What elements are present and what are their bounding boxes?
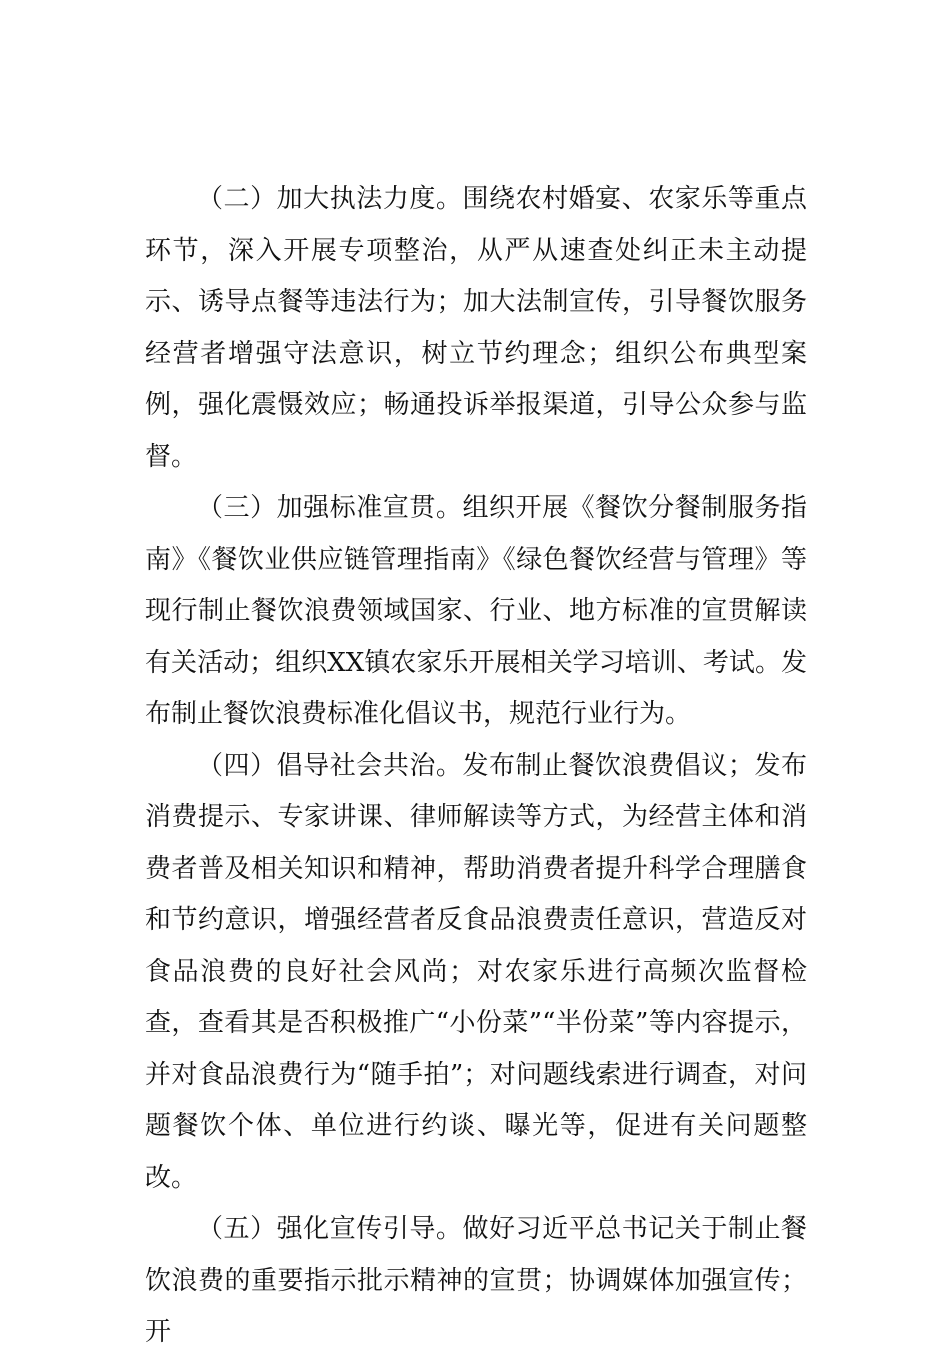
paragraph-social-governance: （四）倡导社会共治。发布制止餐饮浪费倡议；发布消费提示、专家讲课、律师解读等方式，为经营主体和消费者普及相关知识和精神，帮助消费者提升科学合理膳食和节约意识，增强经营者反食品浪费责任意识，营造反对食品浪费的良好社会风尚；对农家乐进行高频次监督检查，查看其是否积极推广“小份菜”“半份菜”等内容提示，并对食品浪费行为“随手拍”；对问题线索进行调查，对问题餐饮个体、单位进行约谈、曝光等，促进有关问题整改。	[145, 750, 807, 1193]
document-body	[145, 174, 807, 1359]
paragraph-enforcement: （二）加大执法力度。围绕农村婚宴、农家乐等重点环节，深入开展专项整治，从严从速查处纠正未主动提示、诱导点餐等违法行为；加大法制宣传，引导餐饮服务经营者增强守法意识，树立节约理念；组织公布典型案例，强化震慑效应；畅通投诉举报渠道，引导公众参与监督。	[145, 184, 807, 472]
paragraph-standards: （三）加强标准宣贯。组织开展《餐饮分餐制服务指南》《餐饮业供应链管理指南》《绿色餐饮经营与管理》等现行制止餐饮浪费领域国家、行业、地方标准的宣贯解读有关活动；组织XX镇农家乐开展相关学习培训、考试。发布制止餐饮浪费标准化倡议书，规范行业行为。	[145, 493, 807, 729]
paragraph-publicity: （五）强化宣传引导。做好习近平总书记关于制止餐饮浪费的重要指示批示精神的宣贯；协调媒体加强宣传；开	[145, 1214, 807, 1347]
